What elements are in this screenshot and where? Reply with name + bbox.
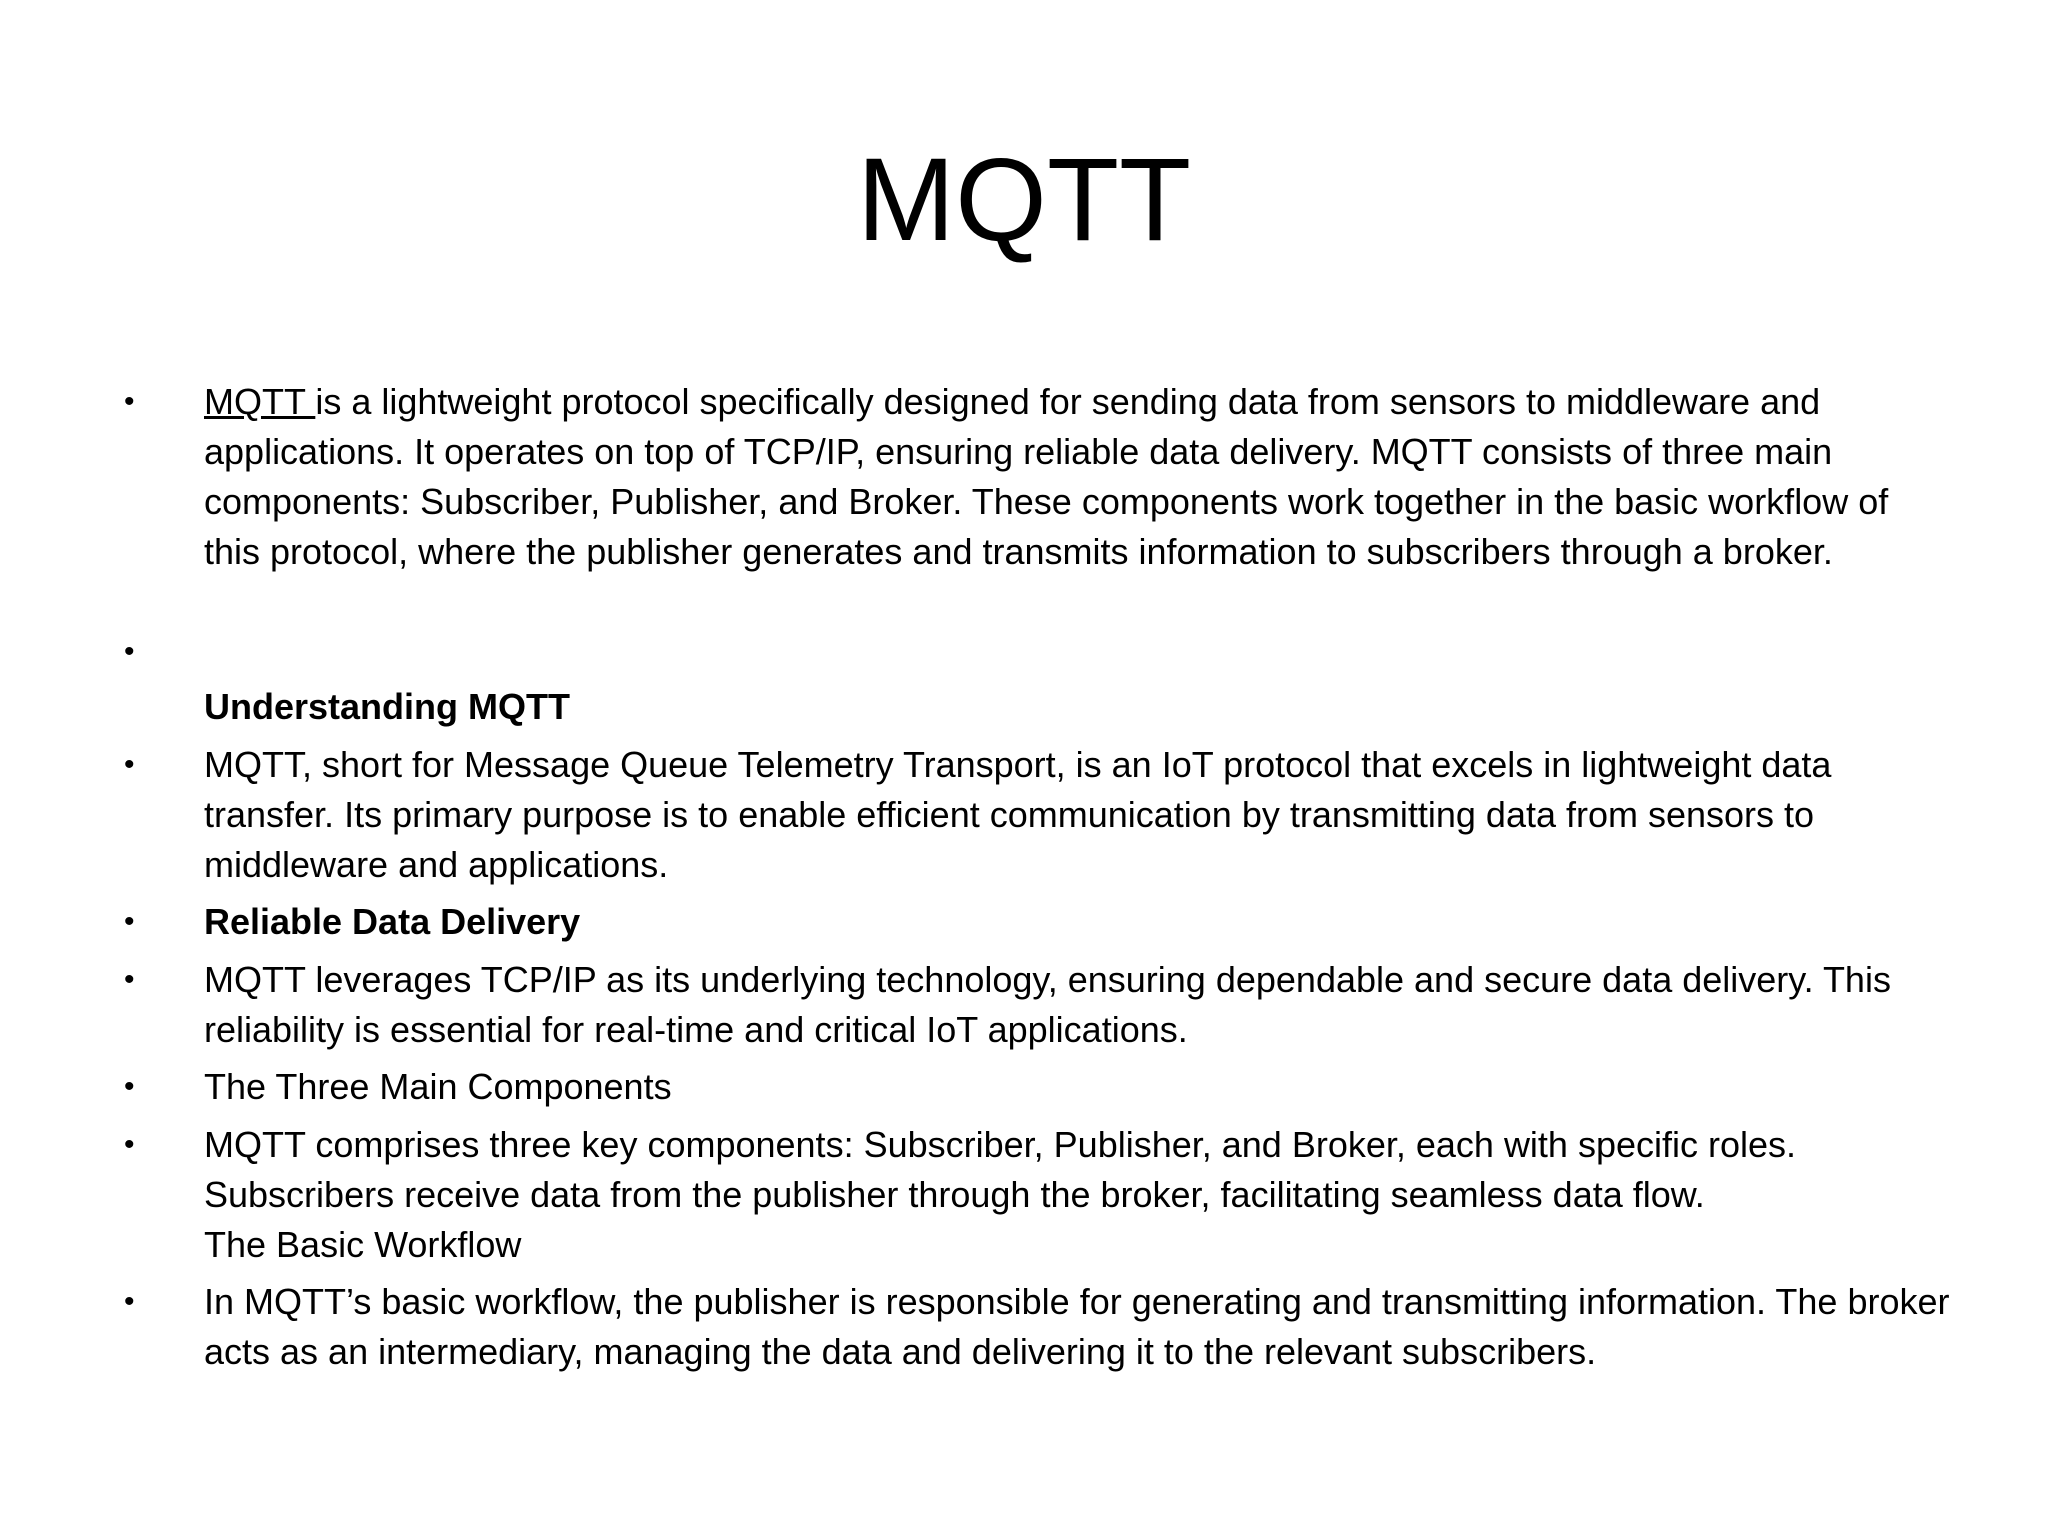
bullet-icon: • [124, 635, 135, 668]
bullet-text: MQTT, short for Message Queue Telemetry Transport, is an IoT protocol that excels in lightweight data transfer. Its primary purpose is to enable efficient communication by transmitting data from sensors to middleware and applications. [204, 744, 1832, 885]
bullet-text: The Three Main Components [204, 1066, 672, 1107]
bullet-item-three-components [124, 1062, 1954, 1112]
bullet-icon: • [124, 1285, 135, 1318]
bullet-item-tcpip [124, 955, 1954, 1055]
bullet-item-reliable-delivery [124, 897, 1954, 947]
bullet-icon: • [124, 385, 135, 418]
mqtt-link[interactable]: MQTT [204, 381, 316, 422]
bullet-item-components-detail [124, 1120, 1954, 1270]
bullet-item-understanding [124, 740, 1954, 890]
section-heading: Understanding MQTT [204, 686, 570, 727]
bullet-item-workflow [124, 1277, 1954, 1377]
bullet-text: is a lightweight protocol specifically designed for sending data from sensors to middleware and applications. It operates on top of TCP/IP, ensuring reliable data delivery. MQTT consists of three main components: Subscriber, Publisher, and Broker. These components work together in the basic workflow of this protocol, where the publisher generates and transmits information to subscribers through a broker. [204, 381, 1889, 572]
bullet-text: In MQTT’s basic workflow, the publisher is responsible for generating and transmitting information. The broker acts as an intermediary, managing the data and delivering it to the relevant subscribers. [204, 1281, 1950, 1372]
slide-title: MQTT [856, 134, 1192, 266]
bullet-icon: • [124, 1070, 135, 1103]
bullet-icon: • [124, 748, 135, 781]
bullet-subline: The Basic Workflow [204, 1224, 522, 1265]
section-heading: Reliable Data Delivery [204, 901, 581, 942]
bullet-icon: • [124, 1128, 135, 1161]
bullet-icon: • [124, 905, 135, 938]
bullet-text: MQTT leverages TCP/IP as its underlying technology, ensuring dependable and secure data delivery. This reliability is essential for real-time and critical IoT applications. [204, 959, 1891, 1050]
bullet-heading-understanding-mqtt [204, 682, 1954, 732]
bullet-text: MQTT comprises three key components: Subscriber, Publisher, and Broker, each with specific roles. Subscribers receive data from the publisher through the broker, facilitating seamless data flow. [204, 1124, 1797, 1215]
bullet-icon: • [124, 963, 135, 996]
bullet-item-mqtt-intro [124, 377, 1954, 577]
